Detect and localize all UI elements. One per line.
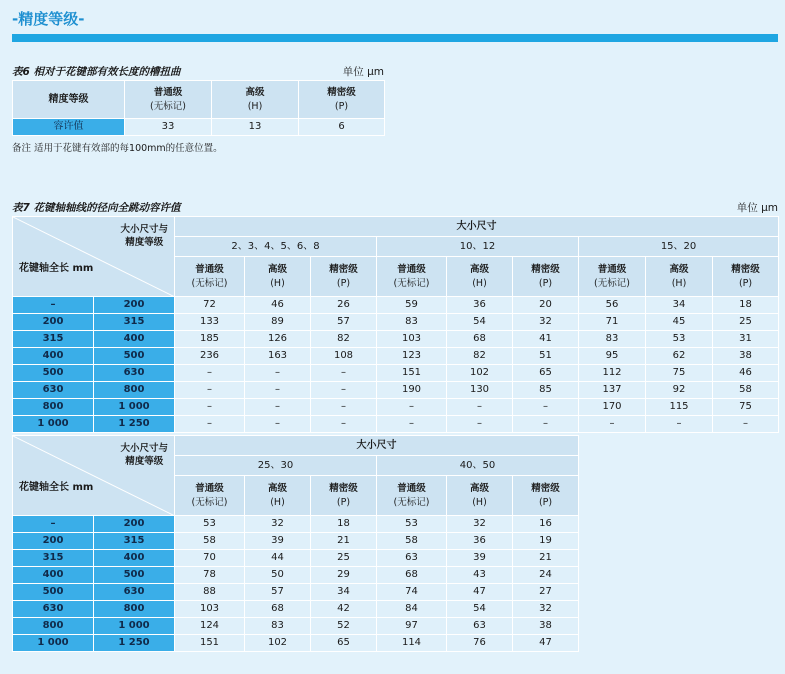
tolerance-value: –	[245, 416, 311, 433]
length-from: –	[13, 297, 94, 314]
grade-header: 普通级 (无标记)	[377, 257, 447, 297]
table-row	[13, 635, 579, 652]
table6-unit: 单位 μm	[342, 66, 384, 78]
tolerance-value: 21	[513, 550, 579, 567]
tolerance-value: 126	[245, 331, 311, 348]
tolerance-value: 18	[311, 516, 377, 533]
size-group-header: 25、30	[175, 456, 377, 476]
length-to: 1 250	[94, 635, 175, 652]
tolerance-value: 163	[245, 348, 311, 365]
tolerance-value: 95	[579, 348, 646, 365]
tolerance-value: 65	[311, 635, 377, 652]
grade-header: 高级 (H)	[245, 257, 311, 297]
tolerance-value: 58	[713, 382, 779, 399]
tolerance-value: –	[175, 365, 245, 382]
tolerance-value: 72	[175, 297, 245, 314]
grade-header: 高级 (H)	[646, 257, 713, 297]
tolerance-value: 20	[513, 297, 579, 314]
tolerance-value: –	[579, 416, 646, 433]
tolerance-value: 68	[245, 601, 311, 618]
tolerance-value: 32	[245, 516, 311, 533]
tolerance-value: 38	[713, 348, 779, 365]
table6-caption: 表6 相对于花键部有效长度的槽扭曲	[12, 66, 181, 78]
length-from: 400	[13, 567, 94, 584]
tolerance-value: 52	[311, 618, 377, 635]
table-row	[13, 584, 579, 601]
grade-header: 精密级 (P)	[311, 257, 377, 297]
tolerance-value: 47	[513, 635, 579, 652]
tolerance-value: 123	[377, 348, 447, 365]
length-to: 800	[94, 382, 175, 399]
tolerance-value: 58	[175, 533, 245, 550]
tolerance-value: 97	[377, 618, 447, 635]
tolerance-value: 133	[175, 314, 245, 331]
grade-header: 普通级 (无标记)	[175, 257, 245, 297]
length-from: 200	[13, 314, 94, 331]
section-title: -精度等级-	[12, 10, 85, 28]
table6-header-grade: 精度等级	[13, 81, 125, 119]
table7-part1-size-header: 大小尺寸	[175, 217, 779, 237]
length-from: 400	[13, 348, 94, 365]
tolerance-value: 71	[579, 314, 646, 331]
length-from: 315	[13, 331, 94, 348]
size-group-header: 15、20	[579, 237, 779, 257]
tolerance-value: 137	[579, 382, 646, 399]
tolerance-value: 58	[377, 533, 447, 550]
length-from: 1 000	[13, 416, 94, 433]
grade-header: 高级 (H)	[447, 476, 513, 516]
tolerance-value: 18	[713, 297, 779, 314]
tolerance-value: 19	[513, 533, 579, 550]
tolerance-value: –	[245, 399, 311, 416]
table6-value: 33	[125, 119, 212, 136]
tolerance-value: –	[175, 399, 245, 416]
table6-value: 13	[212, 119, 299, 136]
tolerance-value: –	[377, 399, 447, 416]
tolerance-value: 83	[377, 314, 447, 331]
tolerance-value: –	[245, 382, 311, 399]
tolerance-value: 63	[377, 550, 447, 567]
tolerance-value: 88	[175, 584, 245, 601]
table7-part2-size-header: 大小尺寸	[175, 436, 579, 456]
table-row	[13, 416, 779, 433]
tolerance-value: 51	[513, 348, 579, 365]
tolerance-value: 68	[377, 567, 447, 584]
length-to: 630	[94, 365, 175, 382]
tolerance-value: 34	[646, 297, 713, 314]
table-row	[13, 348, 779, 365]
length-from: 630	[13, 382, 94, 399]
length-to: 315	[94, 533, 175, 550]
grade-header: 普通级 (无标记)	[377, 476, 447, 516]
corner-size-grade-label: 大小尺寸与 精度等级	[120, 443, 168, 467]
table7-caption: 表7 花键轴轴线的径向全跳动容许值	[12, 202, 181, 214]
grade-header: 普通级 (无标记)	[579, 257, 646, 297]
length-from: 315	[13, 550, 94, 567]
tolerance-value: 89	[245, 314, 311, 331]
length-to: 1 250	[94, 416, 175, 433]
tolerance-value: 42	[311, 601, 377, 618]
table6-value: 6	[299, 119, 385, 136]
length-to: 800	[94, 601, 175, 618]
table6-grade-precision: 精密级 (P)	[299, 81, 385, 119]
table-row	[13, 297, 779, 314]
tolerance-value: 16	[513, 516, 579, 533]
tolerance-value: 70	[175, 550, 245, 567]
tolerance-value: 38	[513, 618, 579, 635]
tolerance-value: 83	[245, 618, 311, 635]
tolerance-value: 46	[713, 365, 779, 382]
tolerance-value: 102	[447, 365, 513, 382]
grade-header: 高级 (H)	[447, 257, 513, 297]
tolerance-value: 103	[377, 331, 447, 348]
table6	[12, 80, 385, 136]
tolerance-value: –	[513, 416, 579, 433]
tolerance-value: 45	[646, 314, 713, 331]
tolerance-value: 75	[646, 365, 713, 382]
length-to: 200	[94, 516, 175, 533]
tolerance-value: –	[513, 399, 579, 416]
table-row	[13, 382, 779, 399]
tolerance-value: 84	[377, 601, 447, 618]
tolerance-value: 78	[175, 567, 245, 584]
length-from: 500	[13, 365, 94, 382]
table-row	[13, 314, 779, 331]
length-to: 200	[94, 297, 175, 314]
length-from: 800	[13, 618, 94, 635]
tolerance-value: 63	[447, 618, 513, 635]
tolerance-value: 53	[646, 331, 713, 348]
table6-row-label: 容许值	[13, 119, 125, 136]
grade-header: 精密级 (P)	[513, 257, 579, 297]
tolerance-value: 34	[311, 584, 377, 601]
length-from: –	[13, 516, 94, 533]
tolerance-value: 108	[311, 348, 377, 365]
tolerance-value: 65	[513, 365, 579, 382]
tolerance-value: –	[311, 416, 377, 433]
tolerance-value: 43	[447, 567, 513, 584]
tolerance-value: 56	[579, 297, 646, 314]
tolerance-value: 31	[713, 331, 779, 348]
grade-header: 高级 (H)	[245, 476, 311, 516]
tolerance-value: 83	[579, 331, 646, 348]
table7-part2	[12, 435, 579, 652]
corner-length-label: 花键轴全长 mm	[19, 482, 94, 493]
table7-part2-corner	[13, 436, 175, 516]
tolerance-value: 151	[377, 365, 447, 382]
tolerance-value: –	[311, 399, 377, 416]
tolerance-value: 82	[311, 331, 377, 348]
tolerance-value: 75	[713, 399, 779, 416]
tolerance-value: 57	[245, 584, 311, 601]
tolerance-value: 59	[377, 297, 447, 314]
tolerance-value: 53	[175, 516, 245, 533]
tolerance-value: 39	[447, 550, 513, 567]
tolerance-value: 92	[646, 382, 713, 399]
tolerance-value: 190	[377, 382, 447, 399]
grade-header: 精密级 (P)	[311, 476, 377, 516]
tolerance-value: –	[311, 365, 377, 382]
length-to: 1 000	[94, 618, 175, 635]
tolerance-value: 103	[175, 601, 245, 618]
length-to: 630	[94, 584, 175, 601]
tolerance-value: 21	[311, 533, 377, 550]
tolerance-value: 54	[447, 601, 513, 618]
tolerance-value: –	[175, 416, 245, 433]
table7-part1	[12, 216, 779, 433]
table-row	[13, 365, 779, 382]
tolerance-value: 27	[513, 584, 579, 601]
table-row	[13, 550, 579, 567]
length-from: 200	[13, 533, 94, 550]
length-to: 1 000	[94, 399, 175, 416]
length-to: 315	[94, 314, 175, 331]
tolerance-value: 112	[579, 365, 646, 382]
tolerance-value: 50	[245, 567, 311, 584]
tolerance-value: 62	[646, 348, 713, 365]
tolerance-value: –	[311, 382, 377, 399]
tolerance-value: –	[713, 416, 779, 433]
tolerance-value: 68	[447, 331, 513, 348]
table-row	[13, 399, 779, 416]
tolerance-value: 185	[175, 331, 245, 348]
tolerance-value: 46	[245, 297, 311, 314]
length-from: 630	[13, 601, 94, 618]
corner-size-grade-label: 大小尺寸与 精度等级	[120, 224, 168, 248]
tolerance-value: 57	[311, 314, 377, 331]
tolerance-value: 32	[513, 601, 579, 618]
grade-header: 普通级 (无标记)	[175, 476, 245, 516]
length-to: 500	[94, 567, 175, 584]
tolerance-value: 102	[245, 635, 311, 652]
tolerance-value: 32	[513, 314, 579, 331]
table6-grade-high: 高级 (H)	[212, 81, 299, 119]
table7-part1-corner	[13, 217, 175, 297]
tolerance-value: 36	[447, 533, 513, 550]
table-row	[13, 331, 779, 348]
tolerance-value: 53	[377, 516, 447, 533]
tolerance-value: 236	[175, 348, 245, 365]
table-row	[13, 601, 579, 618]
grade-header: 精密级 (P)	[713, 257, 779, 297]
length-from: 500	[13, 584, 94, 601]
tolerance-value: 151	[175, 635, 245, 652]
tolerance-value: 24	[513, 567, 579, 584]
table-row	[13, 567, 579, 584]
table6-note: 备注 适用于花键有效部的每100mm的任意位置。	[12, 143, 223, 154]
tolerance-value: –	[646, 416, 713, 433]
length-to: 500	[94, 348, 175, 365]
tolerance-value: 26	[311, 297, 377, 314]
tolerance-value: 130	[447, 382, 513, 399]
tolerance-value: –	[377, 416, 447, 433]
tolerance-value: –	[447, 416, 513, 433]
corner-length-label: 花键轴全长 mm	[19, 263, 94, 274]
grade-header: 精密级 (P)	[513, 476, 579, 516]
tolerance-value: –	[175, 382, 245, 399]
length-from: 1 000	[13, 635, 94, 652]
table-row	[13, 618, 579, 635]
tolerance-value: 76	[447, 635, 513, 652]
tolerance-value: 47	[447, 584, 513, 601]
tolerance-value: 41	[513, 331, 579, 348]
length-to: 400	[94, 550, 175, 567]
tolerance-value: 114	[377, 635, 447, 652]
tolerance-value: 44	[245, 550, 311, 567]
tolerance-value: 36	[447, 297, 513, 314]
size-group-header: 2、3、4、5、6、8	[175, 237, 377, 257]
tolerance-value: 170	[579, 399, 646, 416]
tolerance-value: 54	[447, 314, 513, 331]
tolerance-value: 115	[646, 399, 713, 416]
size-group-header: 10、12	[377, 237, 579, 257]
tolerance-value: –	[245, 365, 311, 382]
length-to: 400	[94, 331, 175, 348]
tolerance-value: 25	[713, 314, 779, 331]
size-group-header: 40、50	[377, 456, 579, 476]
tolerance-value: 32	[447, 516, 513, 533]
tolerance-value: 39	[245, 533, 311, 550]
tolerance-value: 29	[311, 567, 377, 584]
tolerance-value: –	[447, 399, 513, 416]
table-row	[13, 516, 579, 533]
table-row	[13, 533, 579, 550]
tolerance-value: 124	[175, 618, 245, 635]
length-from: 800	[13, 399, 94, 416]
tolerance-value: 85	[513, 382, 579, 399]
title-bar	[12, 34, 778, 42]
tolerance-value: 25	[311, 550, 377, 567]
tolerance-value: 74	[377, 584, 447, 601]
table7-unit: 单位 μm	[736, 202, 778, 214]
table6-grade-normal: 普通级 (无标记)	[125, 81, 212, 119]
tolerance-value: 82	[447, 348, 513, 365]
